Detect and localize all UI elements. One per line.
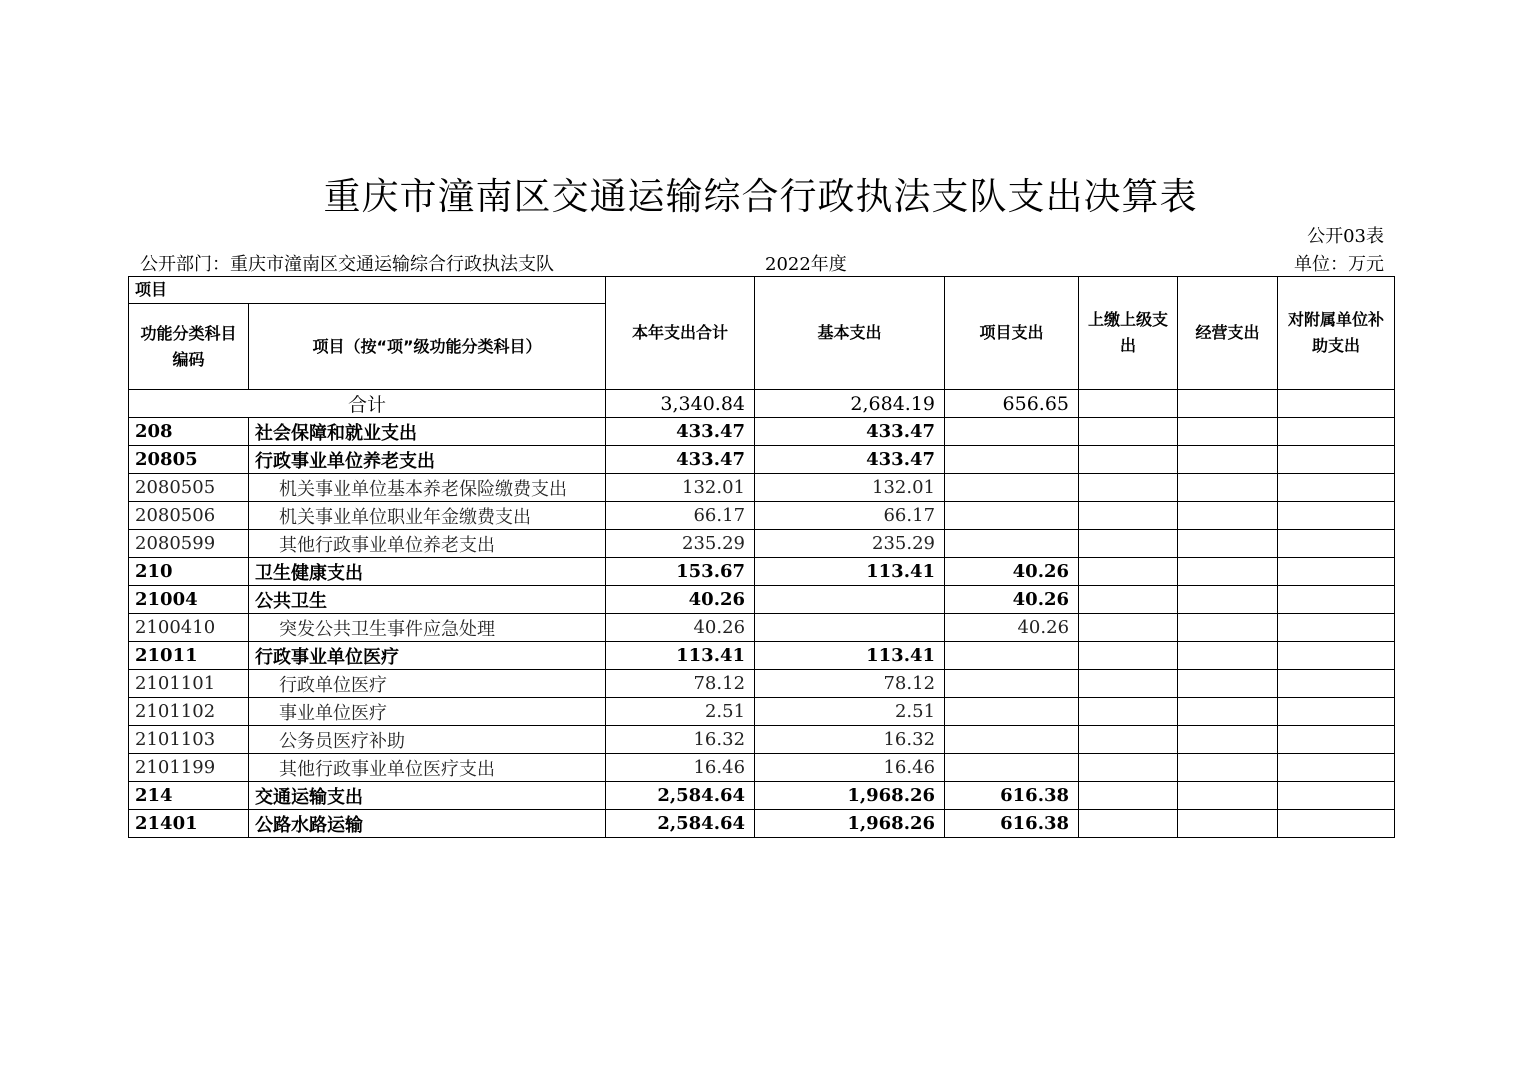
header-row-1 <box>129 277 1395 304</box>
cell-total: 235.29 <box>606 530 755 558</box>
cell-project <box>945 502 1079 530</box>
cell-basic: 66.17 <box>755 502 945 530</box>
cell-basic: 113.41 <box>755 558 945 586</box>
cell-subsidy <box>1278 754 1395 782</box>
cell-project: 616.38 <box>945 810 1079 838</box>
cell-project <box>945 446 1079 474</box>
cell-basic <box>755 614 945 642</box>
cell-business <box>1178 474 1278 502</box>
cell-subsidy <box>1278 474 1395 502</box>
table-row <box>129 474 1395 502</box>
cell-subsidy <box>1278 614 1395 642</box>
unit-label: 单位：万元 <box>1294 254 1384 275</box>
cell-code: 210 <box>129 558 249 586</box>
cell-project: 40.26 <box>945 558 1079 586</box>
cell-project: 616.38 <box>945 782 1079 810</box>
cell-code: 2101101 <box>129 670 249 698</box>
total-label: 合计 <box>129 390 606 418</box>
cell-upper <box>1079 698 1178 726</box>
cell-name: 公务员医疗补助 <box>249 726 606 754</box>
department-label: 公开部门：重庆市潼南区交通运输综合行政执法支队 <box>140 254 554 275</box>
cell-name: 机关事业单位基本养老保险缴费支出 <box>249 474 606 502</box>
cell-name: 突发公共卫生事件应急处理 <box>249 614 606 642</box>
cell-business <box>1178 670 1278 698</box>
header-project: 项目 <box>129 277 606 304</box>
cell-total: 2.51 <box>606 698 755 726</box>
expenditure-table <box>128 276 1395 838</box>
cell-business <box>1178 446 1278 474</box>
cell-upper <box>1079 586 1178 614</box>
cell-basic: 16.32 <box>755 726 945 754</box>
cell-subsidy <box>1278 530 1395 558</box>
cell-code: 21004 <box>129 586 249 614</box>
cell-business <box>1178 810 1278 838</box>
cell-code: 2101102 <box>129 698 249 726</box>
header-total: 本年支出合计 <box>606 277 755 390</box>
cell-code: 2080506 <box>129 502 249 530</box>
table-row <box>129 558 1395 586</box>
cell-basic <box>755 586 945 614</box>
cell-total: 113.41 <box>606 642 755 670</box>
cell-project: 40.26 <box>945 614 1079 642</box>
cell-basic: 433.47 <box>755 446 945 474</box>
cell-subsidy <box>1278 782 1395 810</box>
cell-name: 社会保障和就业支出 <box>249 418 606 446</box>
cell-project <box>945 474 1079 502</box>
cell-business <box>1178 502 1278 530</box>
table-row <box>129 614 1395 642</box>
cell-name: 公共卫生 <box>249 586 606 614</box>
cell-total: 153.67 <box>606 558 755 586</box>
cell-name: 其他行政事业单位养老支出 <box>249 530 606 558</box>
table-row <box>129 530 1395 558</box>
cell-basic: 113.41 <box>755 642 945 670</box>
cell-subsidy <box>1278 586 1395 614</box>
table-row <box>129 670 1395 698</box>
table-row <box>129 782 1395 810</box>
cell-name: 事业单位医疗 <box>249 698 606 726</box>
cell-total: 78.12 <box>606 670 755 698</box>
cell-upper <box>1079 418 1178 446</box>
cell-total: 16.46 <box>606 754 755 782</box>
cell-code: 2080599 <box>129 530 249 558</box>
header-business: 经营支出 <box>1178 277 1278 390</box>
cell-upper <box>1079 446 1178 474</box>
total-cell-business <box>1178 390 1278 418</box>
cell-code: 208 <box>129 418 249 446</box>
cell-business <box>1178 558 1278 586</box>
cell-subsidy <box>1278 642 1395 670</box>
cell-project <box>945 418 1079 446</box>
cell-total: 2,584.64 <box>606 782 755 810</box>
cell-subsidy <box>1278 502 1395 530</box>
cell-subsidy <box>1278 418 1395 446</box>
cell-name: 机关事业单位职业年金缴费支出 <box>249 502 606 530</box>
header-subsidy: 对附属单位补助支出 <box>1278 277 1395 390</box>
cell-subsidy <box>1278 698 1395 726</box>
cell-code: 21011 <box>129 642 249 670</box>
cell-project <box>945 642 1079 670</box>
cell-upper <box>1079 530 1178 558</box>
table-row <box>129 418 1395 446</box>
cell-basic: 433.47 <box>755 418 945 446</box>
header-project-expense: 项目支出 <box>945 277 1079 390</box>
cell-basic: 1,968.26 <box>755 810 945 838</box>
header-upper: 上缴上级支出 <box>1079 277 1178 390</box>
cell-project <box>945 670 1079 698</box>
cell-name: 行政事业单位养老支出 <box>249 446 606 474</box>
cell-upper <box>1079 558 1178 586</box>
cell-basic: 235.29 <box>755 530 945 558</box>
page-title: 重庆市潼南区交通运输综合行政执法支队支出决算表 <box>323 175 1198 218</box>
cell-code: 2101199 <box>129 754 249 782</box>
year-label: 2022年度 <box>765 254 847 275</box>
cell-basic: 78.12 <box>755 670 945 698</box>
cell-total: 40.26 <box>606 614 755 642</box>
cell-name: 其他行政事业单位医疗支出 <box>249 754 606 782</box>
cell-code: 214 <box>129 782 249 810</box>
cell-basic: 132.01 <box>755 474 945 502</box>
cell-total: 433.47 <box>606 446 755 474</box>
cell-upper <box>1079 502 1178 530</box>
cell-business <box>1178 754 1278 782</box>
cell-name: 行政事业单位医疗 <box>249 642 606 670</box>
cell-code: 2101103 <box>129 726 249 754</box>
cell-project <box>945 698 1079 726</box>
cell-project <box>945 530 1079 558</box>
cell-project <box>945 726 1079 754</box>
cell-subsidy <box>1278 810 1395 838</box>
cell-basic: 2.51 <box>755 698 945 726</box>
cell-business <box>1178 418 1278 446</box>
cell-upper <box>1079 726 1178 754</box>
cell-basic: 1,968.26 <box>755 782 945 810</box>
table-row <box>129 586 1395 614</box>
cell-total: 16.32 <box>606 726 755 754</box>
table-row <box>129 754 1395 782</box>
cell-project: 40.26 <box>945 586 1079 614</box>
cell-total: 433.47 <box>606 418 755 446</box>
total-row <box>129 390 1395 418</box>
cell-name: 交通运输支出 <box>249 782 606 810</box>
header-name: 项目（按“项”级功能分类科目） <box>249 304 606 390</box>
cell-subsidy <box>1278 670 1395 698</box>
cell-code: 2100410 <box>129 614 249 642</box>
cell-upper <box>1079 474 1178 502</box>
total-cell-total: 3,340.84 <box>606 390 755 418</box>
cell-total: 40.26 <box>606 586 755 614</box>
table-row <box>129 726 1395 754</box>
cell-subsidy <box>1278 558 1395 586</box>
cell-subsidy <box>1278 726 1395 754</box>
cell-business <box>1178 614 1278 642</box>
table-row <box>129 446 1395 474</box>
cell-business <box>1178 698 1278 726</box>
total-cell-project: 656.65 <box>945 390 1079 418</box>
cell-upper <box>1079 810 1178 838</box>
cell-business <box>1178 782 1278 810</box>
cell-upper <box>1079 754 1178 782</box>
cell-upper <box>1079 642 1178 670</box>
cell-code: 2080505 <box>129 474 249 502</box>
cell-upper <box>1079 782 1178 810</box>
cell-upper <box>1079 614 1178 642</box>
cell-code: 20805 <box>129 446 249 474</box>
cell-name: 公路水路运输 <box>249 810 606 838</box>
total-cell-upper <box>1079 390 1178 418</box>
total-cell-basic: 2,684.19 <box>755 390 945 418</box>
cell-subsidy <box>1278 446 1395 474</box>
cell-upper <box>1079 670 1178 698</box>
cell-total: 2,584.64 <box>606 810 755 838</box>
header-code: 功能分类科目编码 <box>129 304 249 390</box>
cell-name: 行政单位医疗 <box>249 670 606 698</box>
cell-business <box>1178 586 1278 614</box>
table-row <box>129 642 1395 670</box>
cell-business <box>1178 530 1278 558</box>
total-cell-subsidy <box>1278 390 1395 418</box>
cell-total: 132.01 <box>606 474 755 502</box>
table-row <box>129 502 1395 530</box>
cell-basic: 16.46 <box>755 754 945 782</box>
cell-code: 21401 <box>129 810 249 838</box>
table-row <box>129 698 1395 726</box>
cell-business <box>1178 726 1278 754</box>
cell-business <box>1178 642 1278 670</box>
form-number: 公开03表 <box>1307 226 1384 247</box>
header-basic: 基本支出 <box>755 277 945 390</box>
table-row <box>129 810 1395 838</box>
cell-project <box>945 754 1079 782</box>
cell-total: 66.17 <box>606 502 755 530</box>
cell-name: 卫生健康支出 <box>249 558 606 586</box>
